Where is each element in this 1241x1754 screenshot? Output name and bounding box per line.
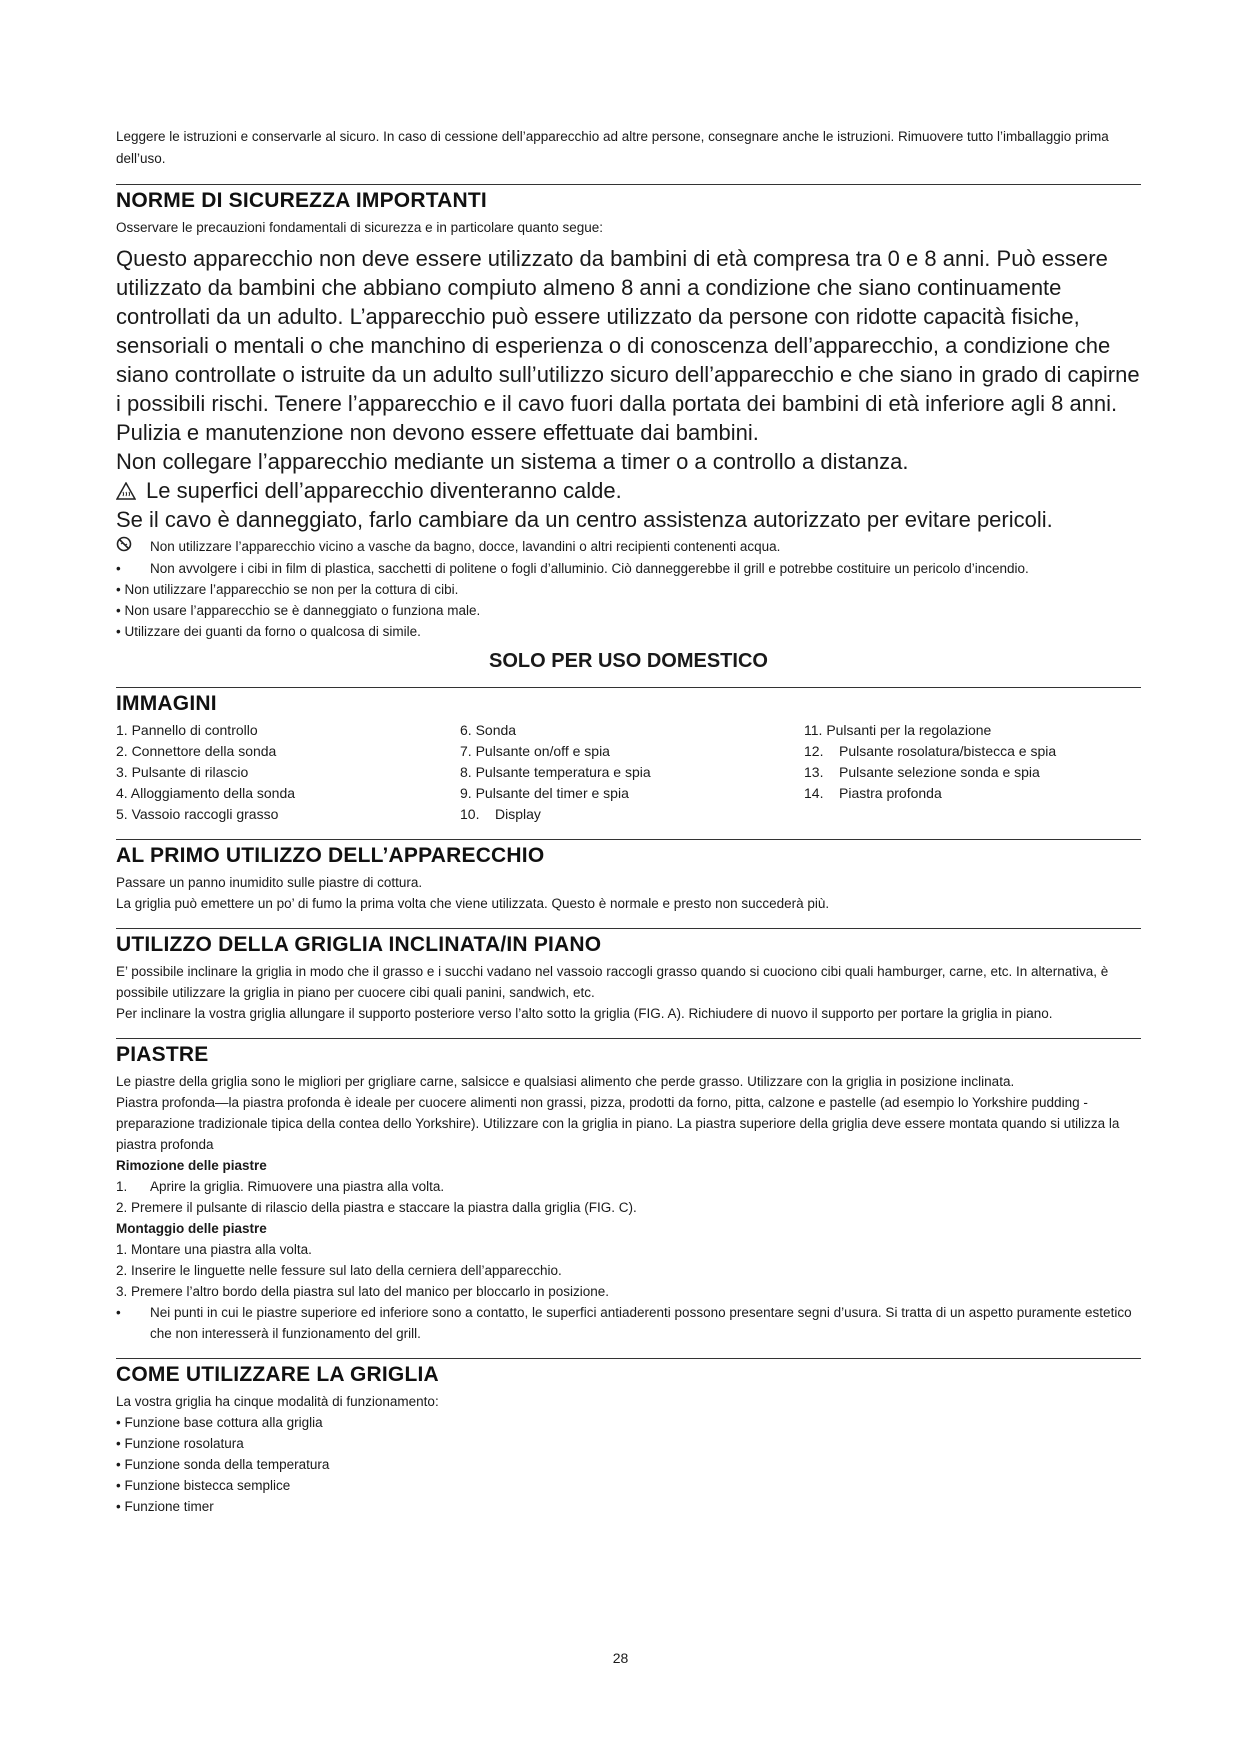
part-item: 11. Pulsanti per la regolazione [804,722,992,738]
mode-item: • Funzione base cottura alla griglia [116,1415,323,1430]
part-item: 1. Pannello di controllo [116,722,258,738]
mount-step: 1. Montare una piastra alla volta. [116,1242,312,1257]
images-heading: IMMAGINI [116,692,217,715]
bullet-mark: • [116,561,121,576]
list-item: • Non utilizzare l’apparecchio se non per la cottura di cibi. [116,582,459,597]
mount-step: 2. Inserire le linguette nelle fessure sul lato della cerniera dell’apparecchio. [116,1263,562,1278]
wear-note [116,1302,1141,1344]
part-item: 3. Pulsante di rilascio [116,764,249,780]
step-number: 1. [116,1179,128,1194]
part-item: 5. Vassoio raccogli grasso [116,806,279,822]
removal-step [116,1176,1141,1197]
first-use-line: La griglia può emettere un po’ di fumo la prima volta che viene utilizzata. Questo è normale e presto non succederà più. [116,896,830,911]
part-item: 4. Alloggiamento della sonda [116,785,296,801]
mode-item: • Funzione bistecca semplice [116,1478,291,1493]
domestic-use-heading: SOLO PER USO DOMESTICO [489,650,768,672]
divider [116,687,1141,688]
part-item: 9. Pulsante del timer e spia [460,785,629,801]
no-water-line [116,536,1141,558]
cable-warning: Se il cavo è danneggiato, farlo cambiare da un centro assistenza autorizzato per evitare pericoli. [116,507,1053,532]
part-item: 14. Piastra profonda [804,785,942,801]
mode-item: • Funzione timer [116,1499,214,1514]
hot-surface-line [116,476,1141,505]
divider [116,1358,1141,1359]
divider [116,184,1141,185]
part-item: 13. Pulsante selezione sonda e spia [804,764,1040,780]
safety-subtitle: Osservare le precauzioni fondamentali di sicurezza e in particolare quanto segue: [116,220,604,235]
children-warning: Questo apparecchio non deve essere utilizzato da bambini di età compresa tra 0 e 8 anni. Può essere utilizzato da bambini che abbiano compiuto almeno 8 anni a condizione che siano continuamente controllati da un adulto. L’apparecchio può essere utilizzato da persone con ridotte capacità fisiche, sensoriali o mentali o che manchino di esperienza o di conoscenza dell’apparecchio, a condizione che siano controllate o istruite da un adulto sull’utilizzo sicuro dell’apparecchio e che siano in grado di capirne i possibili rischi. Tenere l’apparecchio e il cavo fuori dalla portata dei bambini di età inferiore agli 8 anni. Pulizia e manutenzione non devono essere effettuate dai bambini. [116,246,1140,445]
step-text: Aprire la griglia. Rimuovere una piastra alla volta. [150,1179,445,1194]
removal-step: 2. Premere il pulsante di rilascio della piastra e staccare la piastra dalla griglia (FIG. C). [116,1200,637,1215]
divider [116,839,1141,840]
hot-surface-warning-icon [116,482,136,500]
first-use-heading: AL PRIMO UTILIZZO DELL’APPARECCHIO [116,844,545,867]
howto-heading: COME UTILIZZARE LA GRIGLIA [116,1363,439,1386]
parts-list [116,720,1141,825]
part-item: 6. Sonda [460,722,517,738]
divider [116,928,1141,929]
removal-subheading: Rimozione delle piastre [116,1158,267,1173]
bullet-mark: • [116,1305,121,1320]
mount-step: 3. Premere l’altro bordo della piastra sul lato del manico per bloccarlo in posizione. [116,1284,610,1299]
wrap-warning-text: Non avvolgere i cibi in film di plastica, sacchetti di politene o fogli d’alluminio. Ciò danneggerebbe il grill e potrebbe costituire un pericolo d’incendio. [150,561,1029,576]
no-water-icon [116,536,132,552]
parts-column-1 [116,720,460,825]
page-number: 28 [612,1650,629,1666]
list-item: • Non usare l’apparecchio se è danneggiato o funziona male. [116,603,481,618]
first-use-line: Passare un panno inumidito sulle piastre di cottura. [116,875,423,890]
tilt-heading: UTILIZZO DELLA GRIGLIA INCLINATA/IN PIANO [116,933,602,956]
part-item: 2. Connettore della sonda [116,743,277,759]
hot-surface-text: Le superfici dell’apparecchio diventeranno calde. [146,478,622,503]
part-item: 7. Pulsante on/off e spia [460,743,610,759]
part-item: 12. Pulsante rosolatura/bistecca e spia [804,743,1057,759]
safety-heading: NORME DI SICUREZZA IMPORTANTI [116,189,487,212]
wrap-warning-line [116,558,1141,579]
plates-paragraph: Piastra profonda—la piastra profonda è ideale per cuocere alimenti non grassi, pizza, prodotti da forno, pitta, calzone e pastelle (ad esempio lo Yorkshire pudding - preparazione tradizionale tipica della contea dello Yorkshire). Utilizzare con la griglia in piano. La piastra superiore della griglia deve essere montata quando si utilizza la piastra profonda [116,1095,1120,1152]
parts-column-2 [460,720,804,825]
wear-note-text: Nei punti in cui le piastre superiore ed inferiore sono a contatto, le superfici antiaderenti possono presentare segni d’usura. Si tratta di un aspetto puramente estetico che non interesserà il funzionamento del grill. [150,1305,1132,1341]
intro-text: Leggere le istruzioni e conservarle al sicuro. In caso di cessione dell’apparecchio ad altre persone, consegnare anche le istruzioni. Rimuovere tutto l’imballaggio prima dell’uso. [116,129,1109,166]
mount-subheading: Montaggio delle piastre [116,1221,267,1236]
howto-intro: La vostra griglia ha cinque modalità di funzionamento: [116,1394,439,1409]
mode-item: • Funzione rosolatura [116,1436,244,1451]
part-item: 10. Display [460,806,541,822]
divider [116,1038,1141,1039]
list-item: • Utilizzare dei guanti da forno o qualcosa di simile. [116,624,421,639]
document-page [116,126,1141,1517]
tilt-paragraph: E’ possibile inclinare la griglia in modo che il grasso e i succhi vadano nel vassoio raccogli grasso quando si cuociono cibi quali hamburger, carne, etc. In alternativa, è possibile utilizzare la griglia in piano per cuocere cibi quali panini, sandwich, etc. [116,964,1109,1000]
plates-heading: PIASTRE [116,1043,209,1066]
tilt-paragraph: Per inclinare la vostra griglia allungare il supporto posteriore verso l’alto sotto la griglia (FIG. A). Richiudere di nuovo il supporto per portare la griglia in piano. [116,1006,1053,1021]
mode-item: • Funzione sonda della temperatura [116,1457,330,1472]
plates-paragraph: Le piastre della griglia sono le migliori per grigliare carne, salsicce e qualsiasi alimento che perde grasso. Utilizzare con la griglia in posizione inclinata. [116,1074,1015,1089]
timer-warning: Non collegare l’apparecchio mediante un sistema a timer o a controllo a distanza. [116,449,909,474]
part-item: 8. Pulsante temperatura e spia [460,764,651,780]
no-water-text: Non utilizzare l’apparecchio vicino a vasche da bagno, docce, lavandini o altri recipienti contenenti acqua. [150,539,781,554]
parts-column-3 [804,720,1141,825]
